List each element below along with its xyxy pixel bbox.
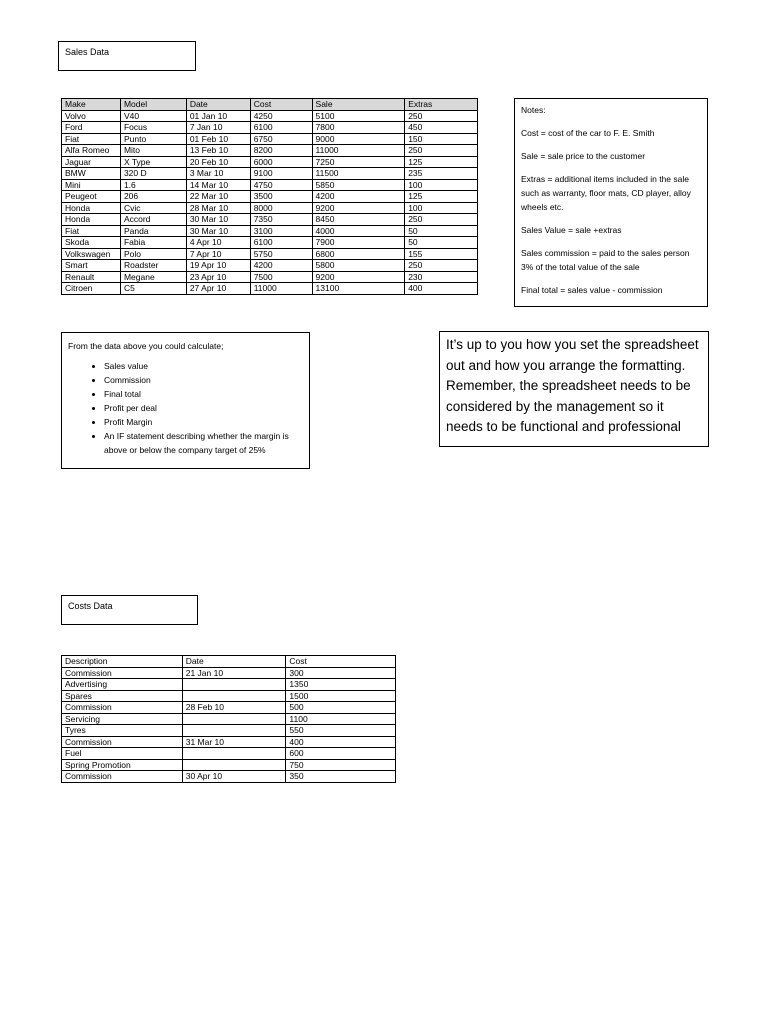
- cell: [182, 713, 286, 725]
- header-cost: Cost: [286, 656, 396, 668]
- cell: Fiat: [62, 225, 121, 237]
- cell: Fuel: [62, 748, 183, 760]
- header-make: Make: [62, 99, 121, 111]
- table-row: [62, 260, 478, 272]
- cell: 9100: [250, 168, 312, 180]
- table-row: [62, 168, 478, 180]
- calculate-box: [61, 332, 310, 469]
- cell: Citroen: [62, 283, 121, 295]
- cell: 550: [286, 725, 396, 737]
- cell: Skoda: [62, 237, 121, 249]
- header-model: Model: [120, 99, 186, 111]
- cell: 6000: [250, 156, 312, 168]
- list-item: • Sales value: [104, 359, 303, 373]
- sales-data-label: [58, 41, 196, 71]
- cell: 7350: [250, 214, 312, 226]
- cell: 400: [286, 736, 396, 748]
- cell: 7 Apr 10: [186, 248, 250, 260]
- cell: Roadster: [120, 260, 186, 272]
- cell: Punto: [120, 133, 186, 145]
- cell: Volvo: [62, 110, 121, 122]
- header-date: Date: [186, 99, 250, 111]
- cell: 8000: [250, 202, 312, 214]
- table-row: [62, 248, 478, 260]
- cell: 7500: [250, 271, 312, 283]
- table-row: [62, 145, 478, 157]
- sales-table-body: [62, 110, 478, 294]
- cell: 20 Feb 10: [186, 156, 250, 168]
- table-row: [62, 191, 478, 203]
- cell: Honda: [62, 202, 121, 214]
- cell: 5800: [312, 260, 405, 272]
- table-row: [62, 225, 478, 237]
- cell: X Type: [120, 156, 186, 168]
- table-row: [62, 283, 478, 295]
- list-item: • Profit per deal: [104, 401, 303, 415]
- cell: Commission: [62, 702, 183, 714]
- cell: Mito: [120, 145, 186, 157]
- cell: 30 Mar 10: [186, 214, 250, 226]
- cell: 19 Apr 10: [186, 260, 250, 272]
- table-row: [62, 702, 396, 714]
- table-row: [62, 736, 396, 748]
- cell: Spares: [62, 690, 183, 702]
- note-extras: Extras = additional items included in the sale such as warranty, floor mats, CD player, alloy wheels etc.: [521, 174, 691, 212]
- cell: 4750: [250, 179, 312, 191]
- cell: 7900: [312, 237, 405, 249]
- cell: 13 Feb 10: [186, 145, 250, 157]
- cell: 7250: [312, 156, 405, 168]
- cell: 4000: [312, 225, 405, 237]
- cell: Spring Promotion: [62, 759, 183, 771]
- cell: 11000: [250, 283, 312, 295]
- cell: Megane: [120, 271, 186, 283]
- cell: Servicing: [62, 713, 183, 725]
- cell: 30 Mar 10: [186, 225, 250, 237]
- cell: 4200: [250, 260, 312, 272]
- cell: [182, 759, 286, 771]
- cell: 250: [405, 260, 478, 272]
- costs-table: [61, 655, 396, 783]
- table-row: [62, 748, 396, 760]
- advice-text: It’s up to you how you set the spreadsheet out and how you arrange the formatting. Remember, the spreadsheet needs to be considered by the management so it needs to be functional and professional: [446, 337, 699, 434]
- cell: 155: [405, 248, 478, 260]
- cell: 7 Jan 10: [186, 122, 250, 134]
- cell: Cvic: [120, 202, 186, 214]
- cell: Commission: [62, 736, 183, 748]
- cell: 31 Mar 10: [182, 736, 286, 748]
- note-final-total: Final total = sales value - commission: [521, 285, 663, 295]
- table-row: [62, 110, 478, 122]
- table-row: [62, 771, 396, 783]
- table-row: [62, 179, 478, 191]
- cell: 21 Jan 10: [182, 667, 286, 679]
- list-item: • Profit Margin: [104, 415, 303, 429]
- cell: 50: [405, 225, 478, 237]
- cell: 350: [286, 771, 396, 783]
- cell: 600: [286, 748, 396, 760]
- cell: 9000: [312, 133, 405, 145]
- cell: Tyres: [62, 725, 183, 737]
- cell: 250: [405, 145, 478, 157]
- cell: Fabia: [120, 237, 186, 249]
- cell: 7800: [312, 122, 405, 134]
- cell: 1.6: [120, 179, 186, 191]
- cell: Ford: [62, 122, 121, 134]
- cell: 11500: [312, 168, 405, 180]
- cell: 01 Jan 10: [186, 110, 250, 122]
- sales-table-header: [62, 99, 478, 111]
- cell: 1500: [286, 690, 396, 702]
- cell: 13100: [312, 283, 405, 295]
- cell: 8450: [312, 214, 405, 226]
- table-row: [62, 133, 478, 145]
- notes-title: Notes:: [521, 105, 546, 115]
- table-row: [62, 214, 478, 226]
- cell: 6100: [250, 237, 312, 249]
- cell: 3100: [250, 225, 312, 237]
- cell: Honda: [62, 214, 121, 226]
- cell: Polo: [120, 248, 186, 260]
- table-row: [62, 759, 396, 771]
- advice-box: [439, 331, 709, 447]
- list-item: • Final total: [104, 387, 303, 401]
- cell: 100: [405, 202, 478, 214]
- cell: 6750: [250, 133, 312, 145]
- cell: 450: [405, 122, 478, 134]
- table-row: [62, 679, 396, 691]
- table-row: [62, 202, 478, 214]
- cell: Panda: [120, 225, 186, 237]
- cell: Focus: [120, 122, 186, 134]
- cell: Fiat: [62, 133, 121, 145]
- header-sale: Sale: [312, 99, 405, 111]
- note-cost: Cost = cost of the car to F. E. Smith: [521, 128, 655, 138]
- header-cost: Cost: [250, 99, 312, 111]
- cell: Commission: [62, 667, 183, 679]
- table-row: [62, 156, 478, 168]
- cell: 30 Apr 10: [182, 771, 286, 783]
- cell: 4250: [250, 110, 312, 122]
- cell: 6100: [250, 122, 312, 134]
- cell: 4200: [312, 191, 405, 203]
- table-row: [62, 690, 396, 702]
- header-description: Description: [62, 656, 183, 668]
- cell: 100: [405, 179, 478, 191]
- cell: Renault: [62, 271, 121, 283]
- note-sales-value: Sales Value = sale +extras: [521, 225, 622, 235]
- costs-table-body: [62, 667, 396, 782]
- cell: Commission: [62, 771, 183, 783]
- cell: Peugeot: [62, 191, 121, 203]
- cell: Alfa Romeo: [62, 145, 121, 157]
- cell: [182, 679, 286, 691]
- cell: Advertising: [62, 679, 183, 691]
- cell: 150: [405, 133, 478, 145]
- cell: 5850: [312, 179, 405, 191]
- cell: 206: [120, 191, 186, 203]
- cell: 250: [405, 214, 478, 226]
- cell: 14 Mar 10: [186, 179, 250, 191]
- cell: 235: [405, 168, 478, 180]
- header-extras: Extras: [405, 99, 478, 111]
- cell: Jaguar: [62, 156, 121, 168]
- cell: 27 Apr 10: [186, 283, 250, 295]
- cell: 11000: [312, 145, 405, 157]
- cell: 50: [405, 237, 478, 249]
- cell: Smart: [62, 260, 121, 272]
- table-row: [62, 271, 478, 283]
- note-sale: Sale = sale price to the customer: [521, 151, 646, 161]
- cell: 230: [405, 271, 478, 283]
- cell: 500: [286, 702, 396, 714]
- costs-data-label: [61, 595, 198, 625]
- cell: 28 Mar 10: [186, 202, 250, 214]
- cell: 1100: [286, 713, 396, 725]
- cell: 22 Mar 10: [186, 191, 250, 203]
- table-row: [62, 713, 396, 725]
- cell: 5750: [250, 248, 312, 260]
- sales-table: [61, 98, 478, 295]
- cell: 125: [405, 156, 478, 168]
- cell: 5100: [312, 110, 405, 122]
- table-row: [62, 667, 396, 679]
- cell: V40: [120, 110, 186, 122]
- costs-data-title: Costs Data: [68, 601, 113, 611]
- cell: 300: [286, 667, 396, 679]
- cell: 320 D: [120, 168, 186, 180]
- table-row: [62, 237, 478, 249]
- list-item: • Commission: [104, 373, 303, 387]
- table-row: [62, 122, 478, 134]
- cell: 8200: [250, 145, 312, 157]
- cell: 750: [286, 759, 396, 771]
- cell: 23 Apr 10: [186, 271, 250, 283]
- costs-table-header: [62, 656, 396, 668]
- cell: 400: [405, 283, 478, 295]
- cell: Volkswagen: [62, 248, 121, 260]
- note-commission: Sales commission = paid to the sales person 3% of the total value of the sale: [521, 248, 690, 272]
- cell: [182, 690, 286, 702]
- cell: 28 Feb 10: [182, 702, 286, 714]
- cell: 9200: [312, 202, 405, 214]
- cell: Accord: [120, 214, 186, 226]
- cell: Mini: [62, 179, 121, 191]
- cell: 01 Feb 10: [186, 133, 250, 145]
- table-row: [62, 725, 396, 737]
- cell: 6800: [312, 248, 405, 260]
- calculate-intro: From the data above you could calculate;: [68, 341, 224, 351]
- notes-box: [514, 98, 708, 307]
- cell: [182, 725, 286, 737]
- cell: 9200: [312, 271, 405, 283]
- cell: 3 Mar 10: [186, 168, 250, 180]
- cell: 4 Apr 10: [186, 237, 250, 249]
- cell: 250: [405, 110, 478, 122]
- cell: BMW: [62, 168, 121, 180]
- calculate-list: [68, 359, 303, 457]
- cell: 3500: [250, 191, 312, 203]
- header-date: Date: [182, 656, 286, 668]
- list-item: • An IF statement describing whether the margin is above or below the company target of 25%: [104, 429, 303, 457]
- sales-data-title: Sales Data: [65, 47, 110, 57]
- cell: 125: [405, 191, 478, 203]
- cell: [182, 748, 286, 760]
- cell: C5: [120, 283, 186, 295]
- cell: 1350: [286, 679, 396, 691]
